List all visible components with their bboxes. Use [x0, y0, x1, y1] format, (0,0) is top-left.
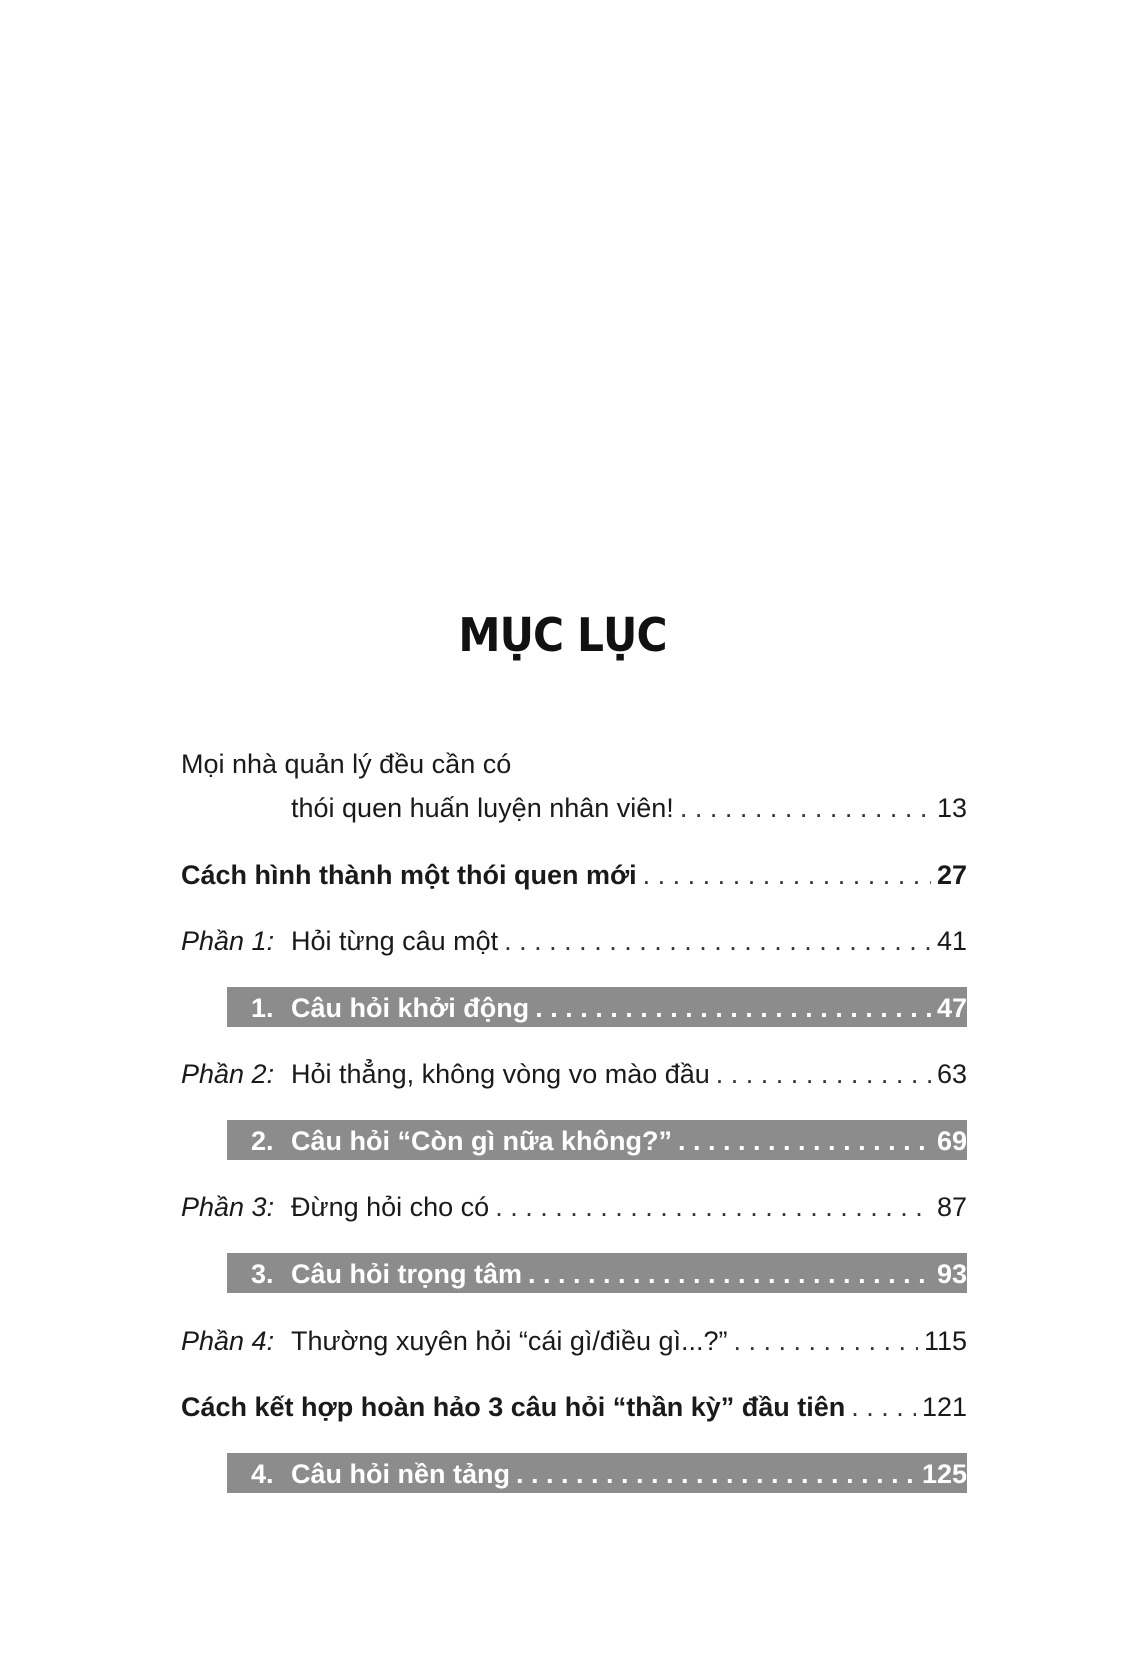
- dot-leader: [495, 1187, 931, 1227]
- toc-entry-part-4[interactable]: [181, 1321, 967, 1361]
- toc-part-label: Phần 4:: [181, 1326, 275, 1356]
- dot-leader: [734, 1321, 918, 1361]
- toc-entry-text: Hỏi từng câu một: [291, 926, 499, 956]
- toc-page-number: 13: [936, 793, 967, 823]
- dot-leader: [504, 921, 931, 961]
- toc-entry-text: Câu hỏi khởi động: [291, 993, 530, 1023]
- toc-entry-text: Cách hình thành một thói quen mới: [181, 860, 637, 890]
- toc-page-number: 115: [923, 1326, 967, 1356]
- toc-entry-text: Thường xuyên hỏi “cái gì/điều gì...?”: [291, 1326, 728, 1356]
- toc-entry-part-3[interactable]: [181, 1187, 967, 1227]
- dot-leader: [716, 1054, 931, 1094]
- toc-question-number: 3.: [251, 1259, 274, 1289]
- toc-entry-part-2[interactable]: [181, 1054, 967, 1094]
- toc-page-number: 41: [936, 926, 967, 956]
- toc-question-number: 4.: [251, 1459, 274, 1489]
- toc-page-number: 93: [936, 1259, 967, 1289]
- toc-part-label: Phần 3:: [181, 1192, 275, 1222]
- toc-entry-text: Đừng hỏi cho có: [291, 1192, 490, 1222]
- toc-entry-text: Câu hỏi trọng tâm: [291, 1259, 522, 1289]
- toc-entry-text: Câu hỏi “Còn gì nữa không?”: [291, 1126, 673, 1156]
- toc-entry-combine[interactable]: [181, 1387, 967, 1427]
- toc-page-number: 47: [936, 993, 967, 1023]
- toc-page-number: 69: [936, 1126, 967, 1156]
- dot-leader: [678, 1121, 931, 1161]
- toc-entry-question-4[interactable]: [227, 1454, 967, 1494]
- dot-leader: [680, 788, 931, 828]
- page-title: MỤC LỤC: [458, 608, 667, 662]
- toc-page-number: 63: [936, 1059, 967, 1089]
- dot-leader: [643, 855, 931, 895]
- toc-page-number: 121: [921, 1392, 967, 1422]
- dot-leader: [528, 1254, 931, 1294]
- toc-entry-question-3[interactable]: [227, 1254, 967, 1294]
- dot-leader: [516, 1454, 916, 1494]
- toc-part-label: Phần 1:: [181, 926, 275, 956]
- toc-entry-question-2[interactable]: [227, 1121, 967, 1161]
- toc-question-number: 2.: [251, 1126, 274, 1156]
- toc-entry-text: Hỏi thẳng, không vòng vo mào đầu: [291, 1059, 710, 1089]
- toc-entry-question-1[interactable]: [227, 988, 967, 1028]
- toc-page-number: 125: [921, 1459, 967, 1489]
- toc-entry-text: thói quen huấn luyện nhân viên!: [291, 793, 674, 823]
- toc-page-number: 27: [936, 860, 967, 890]
- toc-entry-habit[interactable]: [181, 855, 967, 895]
- dot-leader: [851, 1387, 916, 1427]
- toc-entry-part-1[interactable]: [181, 921, 967, 961]
- toc-entry-text: Câu hỏi nền tảng: [291, 1459, 510, 1489]
- toc-entry-first-line: Mọi nhà quản lý đều cần có: [181, 749, 512, 779]
- toc-entry-text: Cách kết hợp hoàn hảo 3 câu hỏi “thần kỳ” đầu tiên: [181, 1392, 846, 1422]
- dot-leader: [535, 988, 931, 1028]
- toc-entry-intro[interactable]: [181, 744, 967, 830]
- toc-page-number: 87: [936, 1192, 967, 1222]
- toc-question-number: 1.: [251, 993, 274, 1023]
- toc-part-label: Phần 2:: [181, 1059, 275, 1089]
